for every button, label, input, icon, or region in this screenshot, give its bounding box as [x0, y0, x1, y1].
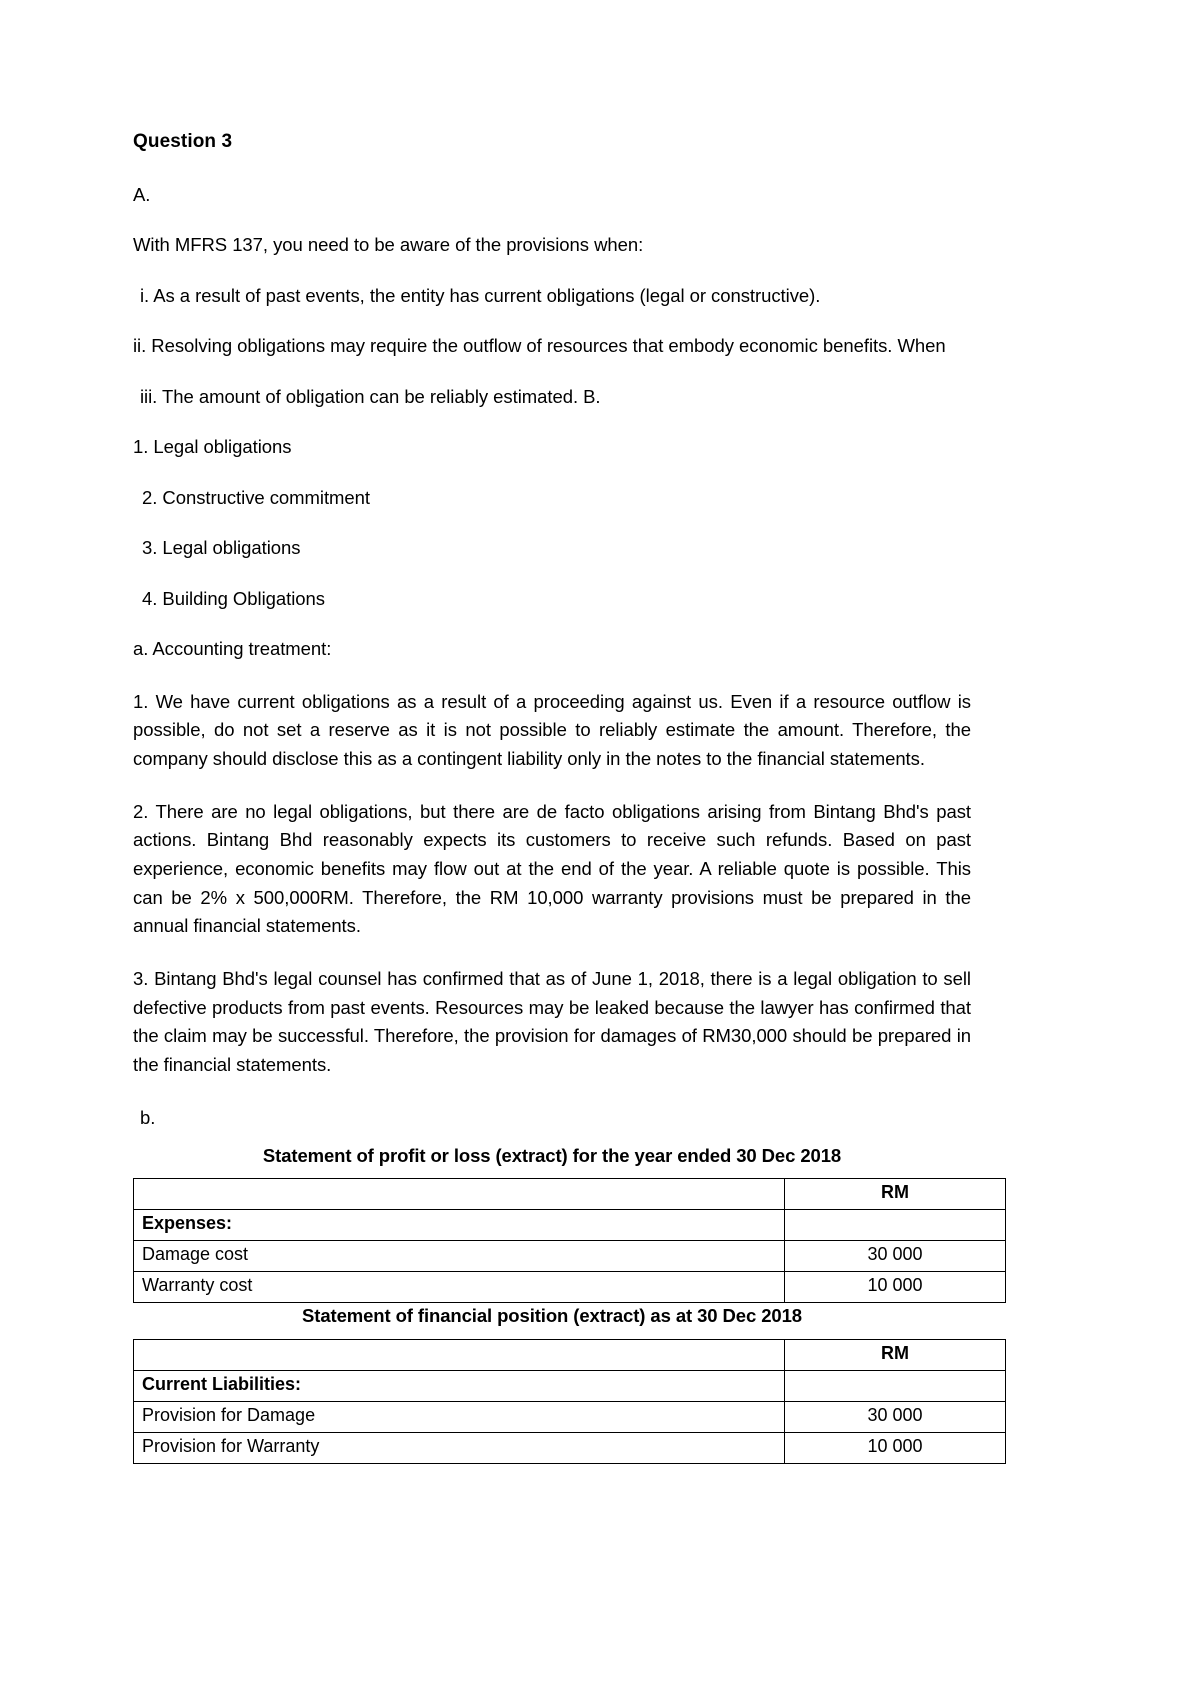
financial-position-table [133, 1339, 1006, 1464]
document-body [133, 130, 971, 1464]
table-row [134, 1272, 1006, 1303]
accounting-paragraph-1: 1. We have current obligations as a result of a proceeding against us. Even if a resource outflow is possible, do not set a reserve as it is not possible to reliably estimate the amount. Therefore, the company should disclose this as a contingent liability only in the notes to the financial statements. [133, 690, 971, 769]
classification-item-1: 1. Legal obligations [133, 436, 292, 458]
financial-position-table-caption: Statement of financial position (extract) as at 30 Dec 2018 [302, 1305, 802, 1327]
classification-item-3: 3. Legal obligations [142, 537, 301, 559]
page-title: Question 3 [133, 131, 233, 152]
row-label: Provision for Warranty [134, 1433, 785, 1464]
profit-loss-table [133, 1178, 1006, 1303]
table-header-row [134, 1340, 1006, 1371]
table-header-amount: RM [785, 1340, 1006, 1371]
table-header-label [134, 1179, 785, 1210]
condition-item-iii: iii. The amount of obligation can be reliably estimated. B. [140, 385, 601, 407]
row-label: Expenses: [134, 1210, 785, 1241]
row-amount [785, 1371, 1006, 1402]
row-label: Provision for Damage [134, 1402, 785, 1433]
row-amount: 30 000 [785, 1402, 1006, 1433]
profit-loss-table-caption: Statement of profit or loss (extract) for the year ended 30 Dec 2018 [262, 1145, 842, 1167]
intro-paragraph: With MFRS 137, you need to be aware of the provisions when: [133, 234, 644, 256]
table-row [134, 1371, 1006, 1402]
row-amount: 30 000 [785, 1241, 1006, 1272]
table-header-label [134, 1340, 785, 1371]
classification-item-4: 4. Building Obligations [142, 587, 325, 609]
condition-item-ii: ii. Resolving obligations may require the outflow of resources that embody economic benefits. When [133, 335, 946, 357]
row-label: Current Liabilities: [134, 1371, 785, 1402]
row-label: Warranty cost [134, 1272, 785, 1303]
section-b-label: b. [140, 1106, 156, 1128]
row-label: Damage cost [134, 1241, 785, 1272]
accounting-paragraph-2: 2. There are no legal obligations, but there are de facto obligations arising from Bintang Bhd's past actions. Bintang Bhd reasonably expects its customers to receive such refunds. Based on past experience, economic benefits may flow out at the end of the year. A reliable quote is possible. This can be 2% x 500,000RM. Therefore, the RM 10,000 warranty provisions must be prepared in the annual financial statements. [133, 800, 971, 937]
accounting-treatment-heading: a. Accounting treatment: [133, 638, 332, 660]
row-amount: 10 000 [785, 1272, 1006, 1303]
classification-item-2: 2. Constructive commitment [142, 486, 370, 508]
table-header-amount: RM [785, 1179, 1006, 1210]
row-amount [785, 1210, 1006, 1241]
table-row [134, 1241, 1006, 1272]
table-row [134, 1402, 1006, 1433]
table-row [134, 1433, 1006, 1464]
accounting-paragraph-3: 3. Bintang Bhd's legal counsel has confirmed that as of June 1, 2018, there is a legal obligation to sell defective products from past events. Resources may be leaked because the lawyer has confirmed that the claim may be successful. Therefore, the provision for damages of RM30,000 should be prepared in the financial statements. [133, 967, 971, 1075]
table-row [134, 1210, 1006, 1241]
row-amount: 10 000 [785, 1433, 1006, 1464]
section-a-label: A. [133, 183, 151, 205]
table-header-row [134, 1179, 1006, 1210]
condition-item-i: i. As a result of past events, the entity has current obligations (legal or constructive). [140, 284, 821, 306]
